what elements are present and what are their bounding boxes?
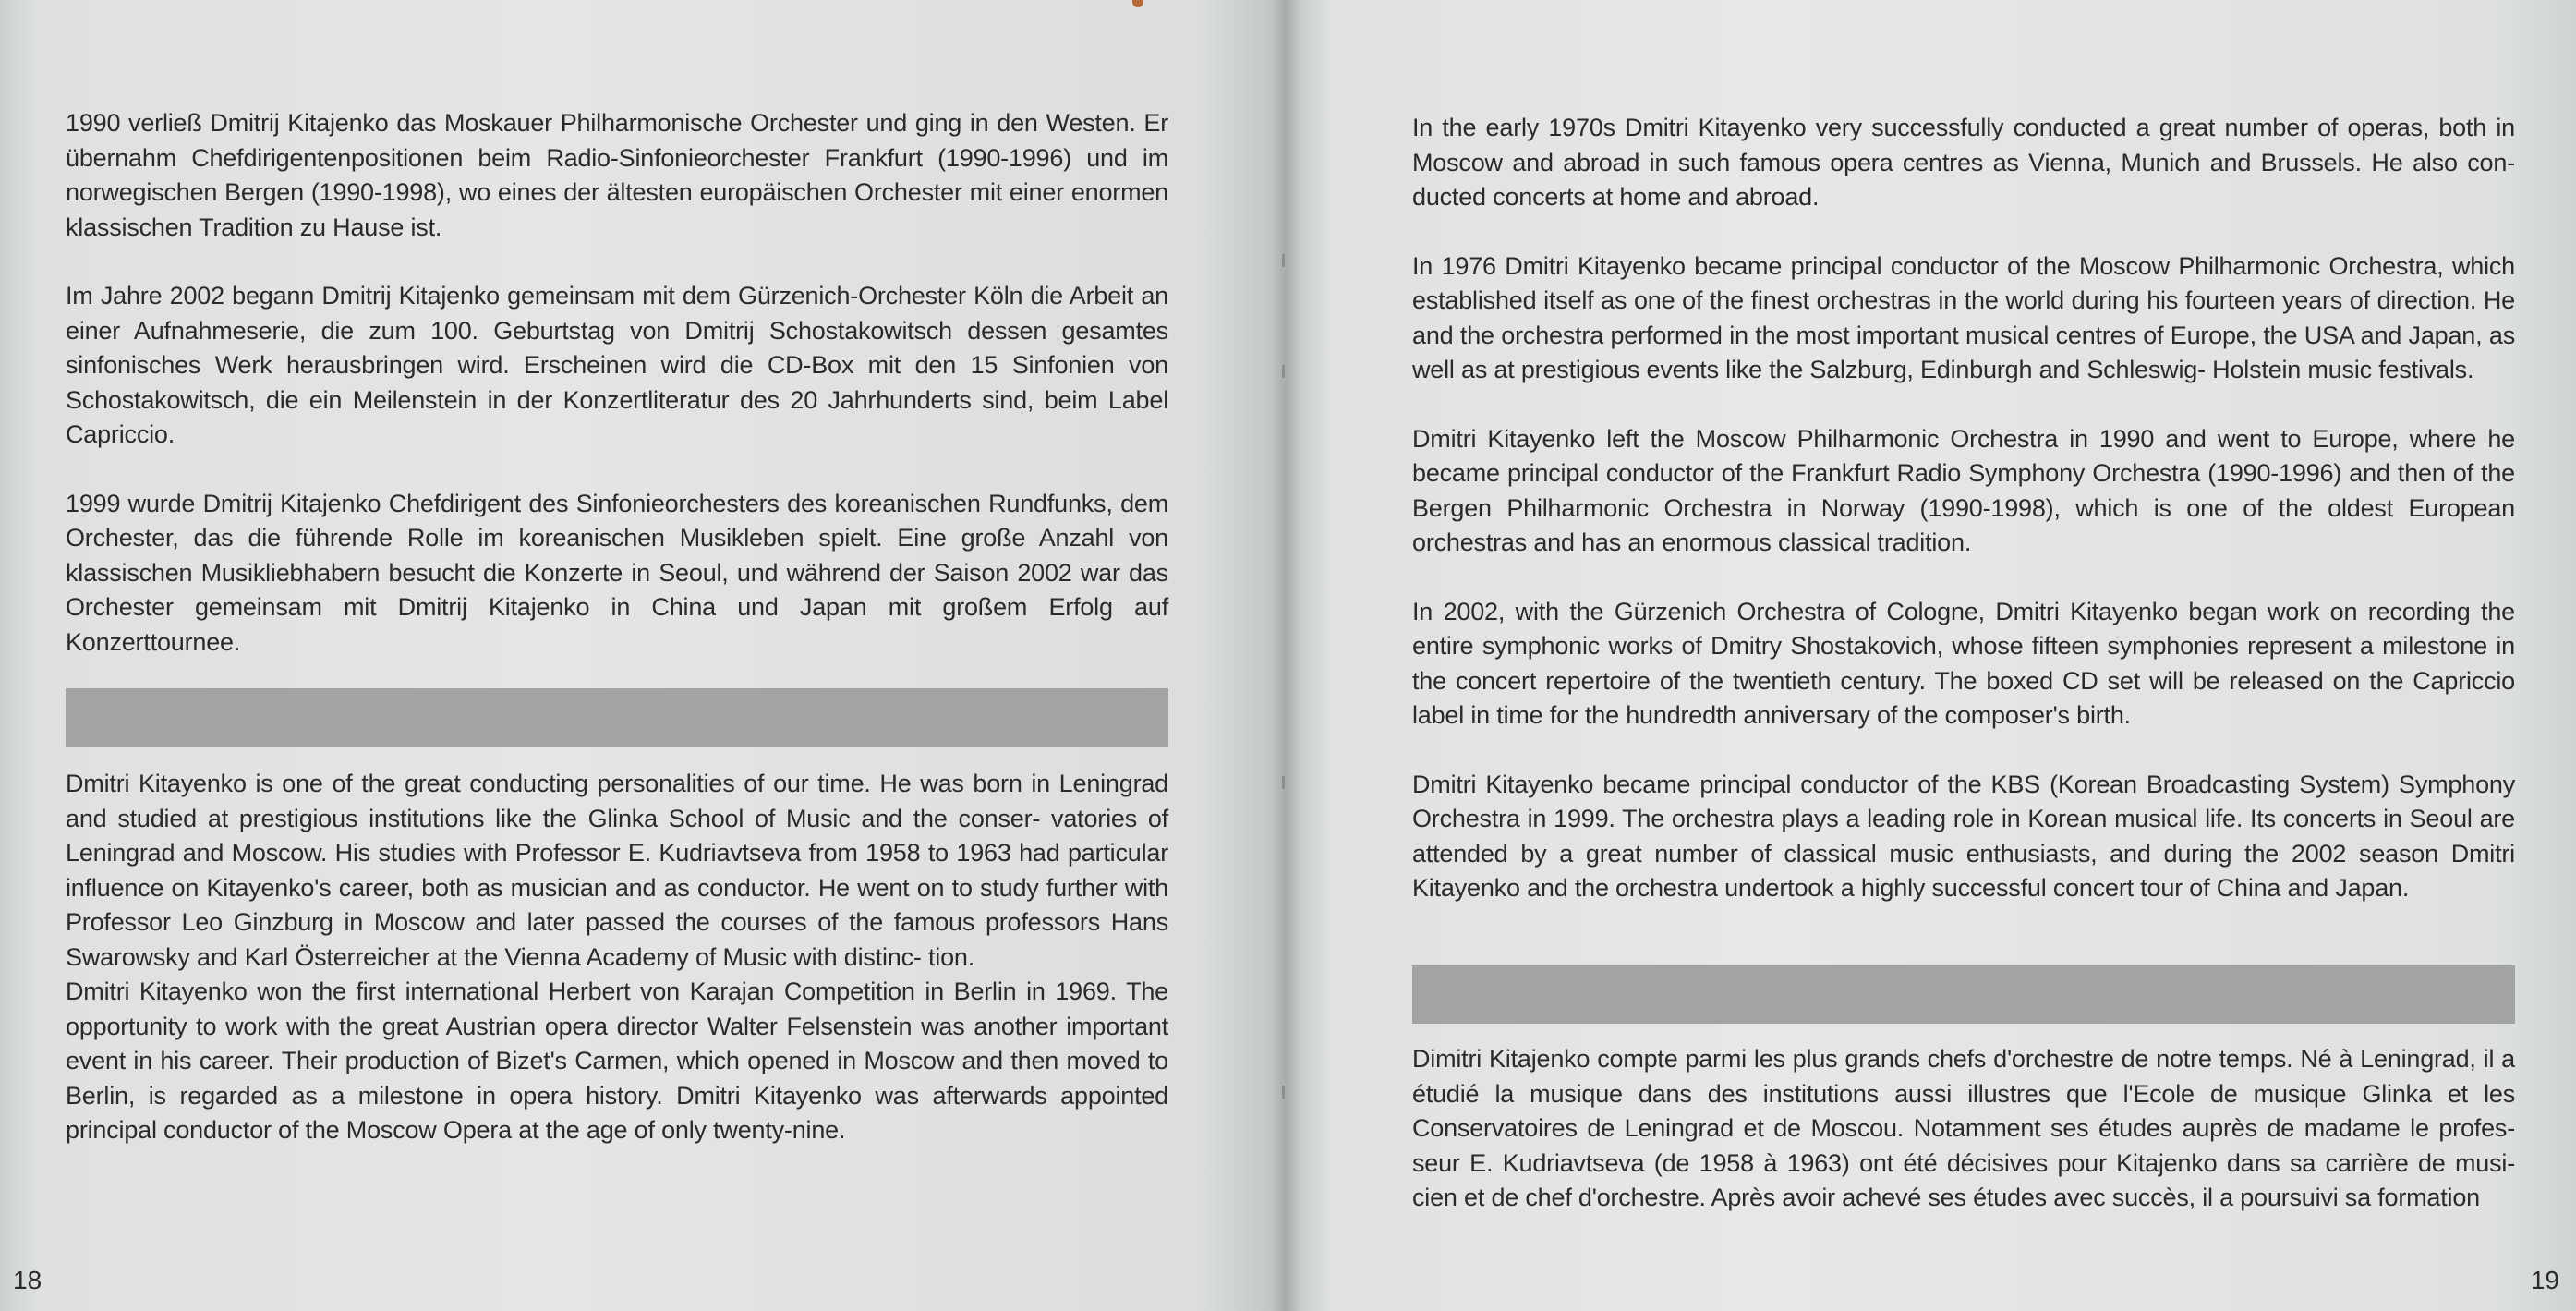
section-divider-bar xyxy=(66,688,1168,747)
english-paragraph-4: In 1976 Dmitri Kitayenko became principal conductor of the Moscow Philharmonic Orchestra, which established itself as one of the finest orchestras in the world during his fourteen years of direction. He and the orchestra performed in the most important musical centres of Europe, the USA and Japan, as well as at prestigious events like the Salzburg, Edinburgh and Schleswig- Holstein music festivals. xyxy=(1412,251,2515,383)
english-text-block-continued xyxy=(1412,111,2515,906)
german-paragraph-3: 1999 wurde Dmitrij Kitajenko Chefdirigent des Sinfonieorchesters des koreanischen Rundfunks, dem Orchester, das die führende Rolle im koreanischen Musikleben spielt. Eine große Anzahl von klassischen Musikliebhabern besucht die Konzerte in Seoul, und während der Saison 2002 war das Orchester gemeinsam mit Dmitrij Kitajenko in China und Japan mit großem Erfolg auf Konzerttournee. xyxy=(66,489,1168,656)
left-page xyxy=(0,0,1286,1311)
german-text-block xyxy=(66,106,1168,660)
page-number-right: 19 xyxy=(2530,1266,2559,1294)
english-paragraph-5: Dmitri Kitayenko left the Moscow Philharmonic Orchestra in 1990 and went to Europe, where he became principal conductor of the Frankfurt Radio Symphony Orchestra (1990-1996) and then of the Bergen Philharmonic Orchestra in Norway (1990-1998), which is one of the oldest European orchestras and has an enormous classical tradition. xyxy=(1412,424,2515,556)
german-paragraph-2: Im Jahre 2002 begann Dmitrij Kitajenko gemeinsam mit dem Gürzenich-Orchester Köln die Arbeit an einer Aufnahmeserie, die zum 100. Geburtstag von Dmitrij Schostakowitsch dessen gesamtes sinfonisches Werk herausbringen wird. Erscheinen wird die CD-Box mit den 15 Sinfonien von Schostakowitsch, die ein Meilenstein in der Konzertliteratur des 20 Jahrhunderts sind, beim Label Capriccio. xyxy=(66,282,1168,448)
german-paragraph-1: 1990 verließ Dmitrij Kitajenko das Moskauer Philharmonische Orchester und ging in den Westen. Er übernahm Chefdirigentenpositionen beim Radio-Sinfonieorchester Frankfurt (1990-1996) und im norwegischen Bergen (1990-1998), wo eines der ältesten europäischen Orchester mit einer enormen klassischen Tradition zu Hause ist. xyxy=(66,109,1168,241)
right-page xyxy=(1286,0,2576,1311)
english-paragraph-3: In the early 1970s Dmitri Kitayenko very successfully conducted a great number of operas, both in Moscow and abroad in such famous opera centres as Vienna, Munich and Brussels. He also con- ducted concerts at home and abroad. xyxy=(1412,114,2515,211)
french-paragraph-1: Dimitri Kitajenko compte parmi les plus grands chefs d'orchestre de notre temps. Né à Leningrad, il a étudié la musique dans des institutions aussi illustres que l'Ecole de musique Glinka et les Conservatoires de Leningrad et de Moscou. Notamment ses études auprès de madame le profes- seur E. Kudriavtseva (de 1958 à 1963) ont été décisives pour Kitajenko dans sa carrière de musi- cien et de chef d'orchestre. Après avoir achevé ses études avec succès, il a poursuivi sa formation xyxy=(1412,1045,2515,1211)
english-paragraph-7: Dmitri Kitayenko became principal conductor of the KBS (Korean Broadcasting System) Symphony Orchestra in 1999. The orchestra plays a leading role in Korean musical life. Its concerts in Seoul are attended by a great number of classical music enthusiasts, and during the 2002 season Dmitri Kitayenko and the orchestra undertook a highly successful concert tour of China and Japan. xyxy=(1412,770,2515,902)
french-text-block xyxy=(1412,1042,2515,1216)
page-number-left: 18 xyxy=(13,1266,42,1294)
section-divider-bar xyxy=(1412,965,2515,1024)
english-paragraph-1: Dmitri Kitayenko is one of the great conducting personalities of our time. He was born in Leningrad and studied at prestigious institutions like the Glinka School of Music and the conser- vatories of Leningrad and Moscow. His studies with Professor E. Kudriavtseva from 1958 to 1963 had particular influence on Kitayenko's career, both as musician and as conductor. He went on to study further with Professor Leo Ginzburg in Moscow and later passed the courses of the famous professors Hans Swarowsky and Karl Österreicher at the Vienna Academy of Music with distinc- tion. xyxy=(66,770,1168,971)
english-paragraph-6: In 2002, with the Gürzenich Orchestra of Cologne, Dmitri Kitayenko began work on recording the entire symphonic works of Dmitry Shostakovich, whose fifteen symphonies represent a milestone in the concert repertoire of the twentieth century. The boxed CD set will be released on the Capriccio label in time for the hundredth anniversary of the composer's birth. xyxy=(1412,597,2515,729)
english-paragraph-2: Dmitri Kitayenko won the first international Herbert von Karajan Competition in Berlin in 1969. The opportunity to work with the great Austrian opera director Walter Felsenstein was another important event in his career. Their production of Bizet's Carmen, which opened in Moscow and then moved to Berlin, is regarded as a milestone in opera history. Dmitri Kitayenko was afterwards appointed principal conductor of the Moscow Opera at the age of only twenty-nine. xyxy=(66,977,1168,1144)
english-text-block xyxy=(66,767,1168,1148)
